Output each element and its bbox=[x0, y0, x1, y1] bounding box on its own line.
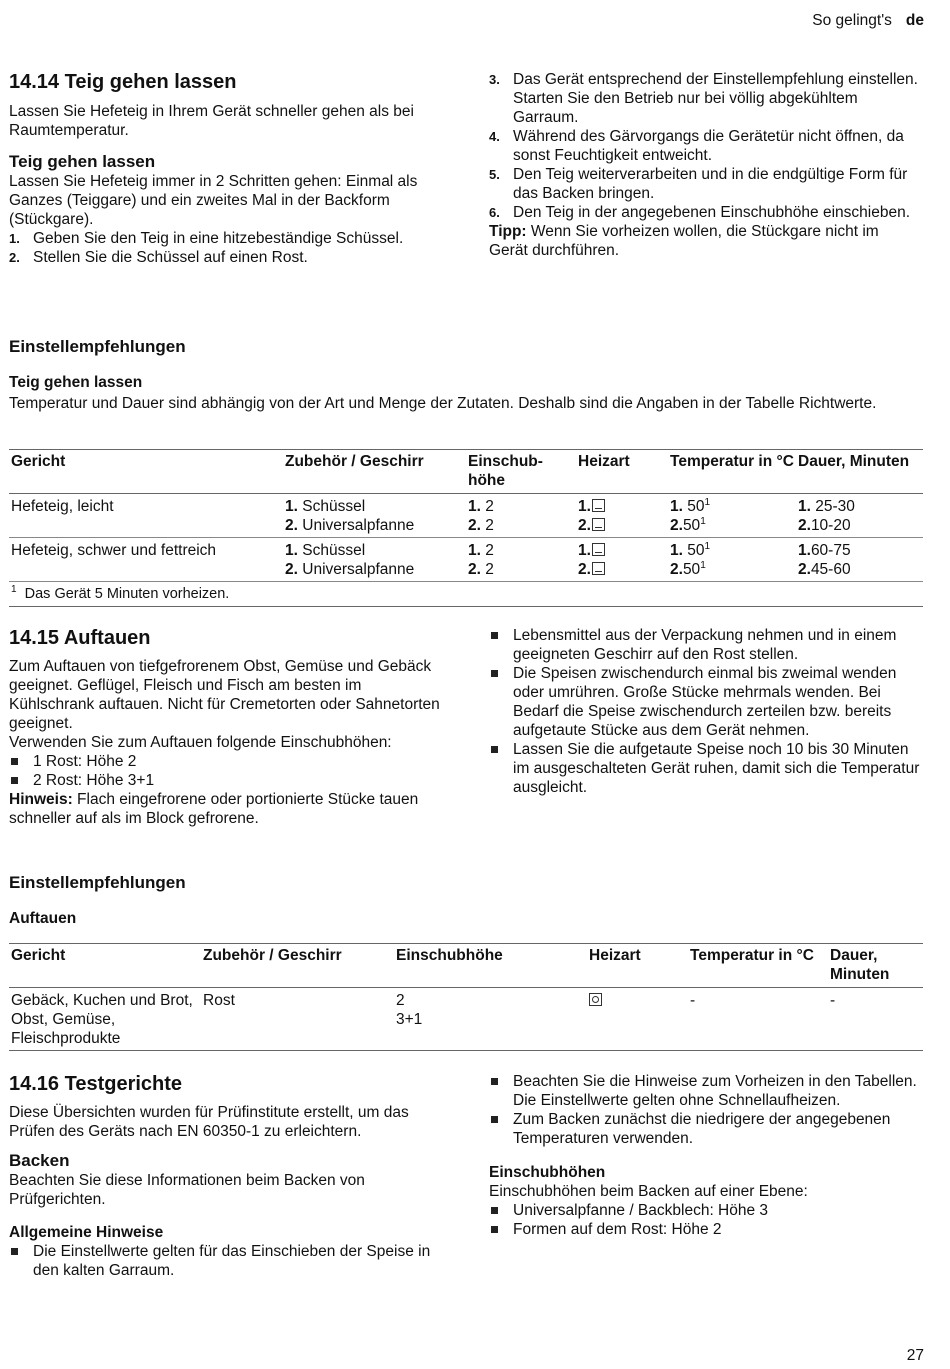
list-item: Universalpfanne / Backblech: Höhe 3 bbox=[489, 1201, 921, 1220]
list-item: 2 Rost: Höhe 3+1 bbox=[9, 771, 449, 790]
steps-list bbox=[9, 229, 449, 267]
section-14-16-left bbox=[9, 1072, 449, 1280]
section-14-16-right bbox=[489, 1072, 921, 1239]
subtitle: Teig gehen lassen bbox=[9, 152, 156, 171]
recommendations-2 bbox=[9, 872, 923, 928]
header-section: So gelingt's bbox=[812, 12, 892, 29]
list-item: Die Speisen zwischendurch einmal bis zweimal wenden oder umrühren. Große Stücke mehrmals wenden. Bei Bedarf die Speise zwischendurch zerteilen bzw. bereits aufgetaute Stücke aus dem Gerät nehmen. bbox=[489, 664, 921, 740]
ein-text: Einschubhöhen beim Backen auf einer Ebene: bbox=[489, 1183, 808, 1200]
table-row: Gebäck, Kuchen und Brot, Obst, Gemüse, Fleischprodukte Rost 2 3+1 - - bbox=[9, 988, 923, 1051]
list-item: Formen auf dem Rost: Höhe 2 bbox=[489, 1220, 921, 1239]
section-title: 14.15 Auftauen bbox=[9, 627, 151, 649]
step: 2. Stellen Sie die Schüssel auf einen Rost. bbox=[9, 249, 308, 266]
header-lang: de bbox=[905, 12, 924, 29]
backen-text: Beachten Sie diese Informationen beim Backen von Prüfgerichten. bbox=[9, 1172, 365, 1208]
section-title: 14.16 Testgerichte bbox=[9, 1073, 183, 1095]
rec-subtitle: Teig gehen lassen bbox=[9, 374, 143, 391]
body-text: Zum Auftauen von tiefgefrorenem Obst, Gemüse und Gebäck geeignet. Geflügel, Fleisch und Fisch am besten im Kühlschrank auftauen. Nicht für Cremetorten oder Sahnetorten geeignet. bbox=[9, 658, 440, 732]
body-text: Lassen Sie Hefeteig immer in 2 Schritten gehen: Einmal als Ganzes (Teiggare) und ein zweites Mal in der Backform (Stückgare). bbox=[9, 173, 418, 228]
table-header: Gericht Zubehör / Geschirr Einschubhöhe Heizart Temperatur in °C Dauer, Minuten bbox=[9, 944, 923, 988]
table-footnote: $^1$ Das Gerät 5 Minuten vorheizen. bbox=[9, 582, 923, 607]
page-header bbox=[812, 11, 924, 30]
subtitle-backen: Backen bbox=[9, 1151, 70, 1170]
step: 5. Den Teig weiterverarbeiten und in die endgültige Form für das Backen bringen. bbox=[489, 166, 908, 202]
ein-list bbox=[489, 1201, 921, 1239]
step: 3. Das Gerät entsprechend der Einstellempfehlung einstellen. Starten Sie den Betrieb nur bei völlig abgekühltem Garraum. bbox=[489, 71, 918, 126]
bottom-heat-icon bbox=[592, 499, 605, 512]
section-14-15-left bbox=[9, 626, 449, 828]
subtitle-allgemein: Allgemeine Hinweise bbox=[9, 1224, 164, 1241]
table-row: Hefeteig, leicht 1. Schüssel 2. Universalpfanne 1. 2 2. 2 1. 2. 1. $50^1$ 2.50$^1$ 1. 25-30 2.10-20 bbox=[9, 494, 923, 538]
subtitle-einschubhoehen: Einschubhöhen bbox=[489, 1164, 606, 1181]
tip: Tipp: Wenn Sie vorheizen wollen, die Stückgare nicht im Gerät durchführen. bbox=[489, 223, 879, 259]
bottom-heat-icon bbox=[592, 543, 605, 556]
bullet-list bbox=[489, 1072, 921, 1148]
rec-text: Temperatur und Dauer sind abhängig von der Art und Menge der Zutaten. Deshalb sind die Angaben in der Tabelle Richtwerte. bbox=[9, 395, 877, 412]
table-row: Hefeteig, schwer und fettreich 1. Schüssel 2. Universalpfanne 1. 2 2. 2 1. 2. 1. $50^1$ 2.50$^1$ 1.60-75 2.45-60 bbox=[9, 538, 923, 582]
list-item: Lassen Sie die aufgetaute Speise noch 10 bis 30 Minuten im ausgeschalteten Gerät ruhen, damit sich die Temperatur ausgleicht. bbox=[489, 740, 921, 797]
note: Hinweis: Flach eingefrorene oder portionierte Stücke tauen schneller auf als im Block gefrorene. bbox=[9, 791, 419, 827]
recommendations-1 bbox=[9, 336, 923, 413]
list-item: 1 Rost: Höhe 2 bbox=[9, 752, 449, 771]
rec-subtitle: Auftauen bbox=[9, 910, 77, 927]
list-item: Die Einstellwerte gelten für das Einschieben der Speise in den kalten Garraum. bbox=[9, 1242, 449, 1280]
step: 6. Den Teig in der angegebenen Einschubhöhe einschieben. bbox=[489, 204, 910, 221]
page-number: 27 bbox=[906, 1347, 924, 1364]
list-item: Zum Backen zunächst die niedrigere der angegebenen Temperaturen verwenden. bbox=[489, 1110, 921, 1148]
table-header: Gericht Zubehör / Geschirr Einschub-höhe Heizart Temperatur in °C Dauer, Minuten bbox=[9, 450, 923, 494]
bottom-heat-icon bbox=[592, 518, 605, 531]
list-item: Beachten Sie die Hinweise zum Vorheizen in den Tabellen. Die Einstellwerte gelten ohne Schnellaufheizen. bbox=[489, 1072, 921, 1110]
levels-list bbox=[9, 752, 449, 790]
levels-intro: Verwenden Sie zum Auftauen folgende Einschubhöhen: bbox=[9, 734, 392, 751]
section-title: 14.14 Teig gehen lassen bbox=[9, 71, 237, 93]
intro-text: Lassen Sie Hefeteig in Ihrem Gerät schneller gehen als bei Raumtemperatur. bbox=[9, 103, 414, 139]
allg-list bbox=[9, 1242, 449, 1280]
section-14-15-right bbox=[489, 626, 921, 797]
table-teig bbox=[9, 449, 923, 607]
list-item: Lebensmittel aus der Verpackung nehmen und in einem geeigneten Geschirr auf den Rost stellen. bbox=[489, 626, 921, 664]
step: 1. Geben Sie den Teig in eine hitzebeständige Schüssel. bbox=[9, 230, 404, 247]
steps-list-cont bbox=[489, 70, 919, 222]
fan-defrost-icon bbox=[589, 993, 602, 1006]
rec-title: Einstellempfehlungen bbox=[9, 873, 186, 892]
table-auftauen bbox=[9, 943, 923, 1051]
section-14-14-left bbox=[9, 70, 449, 267]
body-text: Diese Übersichten wurden für Prüfinstitute erstellt, um das Prüfen des Geräts nach EN 60350-1 zu erleichtern. bbox=[9, 1104, 409, 1140]
rec-title: Einstellempfehlungen bbox=[9, 337, 186, 356]
bottom-heat-icon bbox=[592, 562, 605, 575]
bullet-list bbox=[489, 626, 921, 797]
section-14-14-right bbox=[489, 70, 919, 260]
step: 4. Während des Gärvorgangs die Gerätetür nicht öffnen, da sonst Feuchtigkeit entweicht. bbox=[489, 128, 904, 164]
